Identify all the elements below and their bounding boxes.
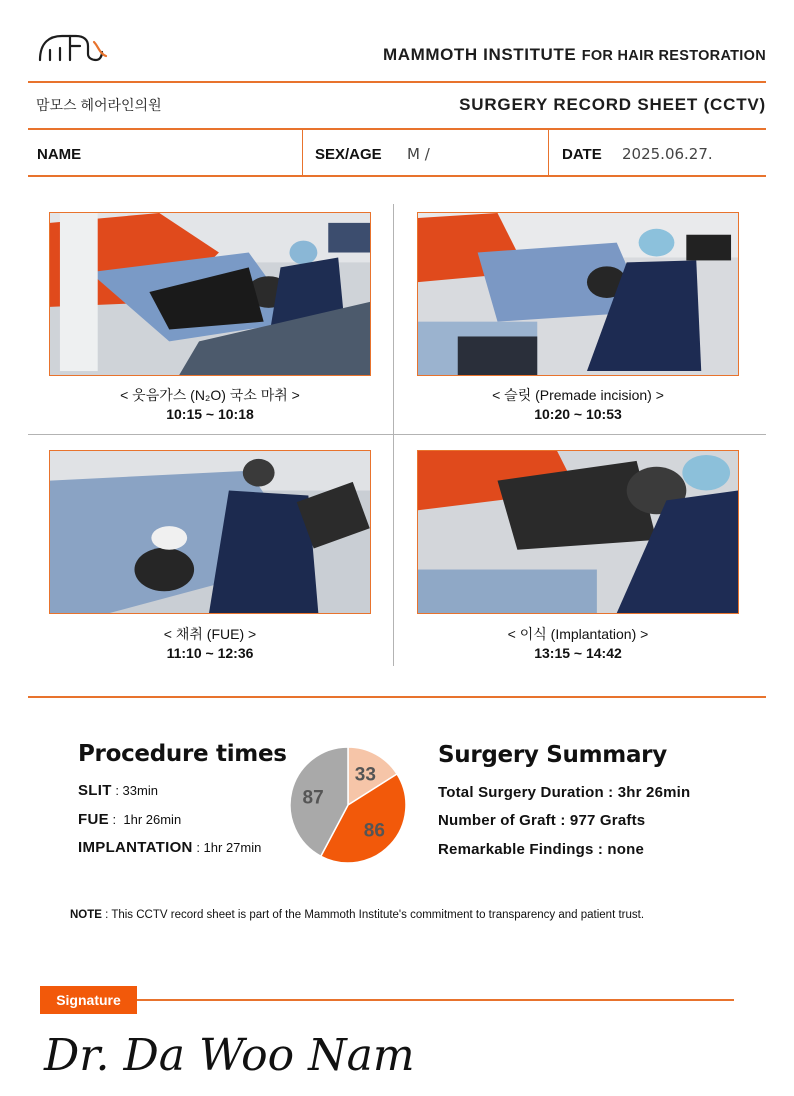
handwritten-signature: [40, 1020, 420, 1090]
photo-caption-title: < 채취 (FUE) >: [163, 626, 257, 642]
cctv-photo-anesthesia: [49, 212, 371, 376]
clinic-korean-name: 맘모스 헤어라인의원: [36, 97, 162, 113]
grid-vertical-divider: [393, 204, 394, 666]
field-divider: [302, 130, 303, 176]
photo-caption-title: < 이식 (Implantation) >: [507, 626, 649, 642]
note: [70, 909, 644, 921]
signature-line: [137, 999, 734, 1001]
procedure-times-title: Procedure times: [78, 741, 287, 767]
procedure-row: FUE : 1hr 26min: [78, 811, 182, 828]
photo-caption-time: 10:20 ~ 10:53: [534, 406, 622, 422]
field-divider: [548, 130, 549, 176]
procedure-row: IMPLANTATION : 1hr 27min: [78, 839, 262, 856]
mammoth-logo: [36, 28, 108, 68]
photo-caption-time: 13:15 ~ 14:42: [534, 645, 622, 661]
photo-caption: [49, 386, 371, 424]
surgery-summary-title: Surgery Summary: [438, 742, 667, 768]
summary-grafts: Number of Graft : 977 Grafts: [438, 812, 646, 829]
sex-age-label: SEX/AGE: [315, 146, 382, 163]
cctv-photo-slit: [417, 212, 739, 376]
photo-caption: [417, 625, 739, 663]
pie-slice-label: 33: [354, 764, 376, 786]
header-divider: [28, 128, 766, 130]
photo-caption: [417, 386, 739, 424]
svg-text:Dr. Da Woo Nam: Dr. Da Woo Nam: [44, 1030, 415, 1081]
pie-slice-label: 87: [302, 787, 324, 809]
date-label: DATE: [562, 146, 602, 163]
grid-horizontal-divider: [28, 434, 766, 435]
photo-caption: [49, 625, 371, 663]
sheet-title: SURGERY RECORD SHEET (CCTV): [459, 95, 766, 114]
photo-caption-title: < 웃음가스 (N₂O) 국소 마취 >: [120, 387, 300, 403]
photo-caption-time: 11:10 ~ 12:36: [166, 645, 254, 661]
fields-divider: [28, 175, 766, 177]
cctv-photo-implantation: [417, 450, 739, 614]
photo-caption-title: < 슬릿 (Premade incision) >: [492, 387, 664, 403]
note-label: NOTE: [70, 909, 102, 921]
pie-slice-label: 86: [363, 820, 385, 842]
sex-age-value: M /: [407, 145, 430, 163]
summary-duration: Total Surgery Duration : 3hr 26min: [438, 784, 691, 801]
name-label: NAME: [37, 146, 82, 163]
institute-name: MAMMOTH INSTITUTE FOR HAIR RESTORATION: [382, 45, 766, 64]
note-text: : This CCTV record sheet is part of the Mammoth Institute's commitment to transparency and patient trust.: [101, 909, 645, 921]
cctv-photo-fue: [49, 450, 371, 614]
section-divider: [28, 696, 766, 698]
procedure-row: SLIT : 33min: [78, 782, 158, 799]
photo-caption-time: 10:15 ~ 10:18: [166, 406, 254, 422]
summary-findings: Remarkable Findings : none: [438, 841, 645, 858]
signature-label: Signature: [40, 986, 137, 1014]
procedure-pie-chart: [288, 745, 408, 865]
date-value: 2025.06.27.: [622, 145, 713, 163]
header-divider: [28, 81, 766, 83]
